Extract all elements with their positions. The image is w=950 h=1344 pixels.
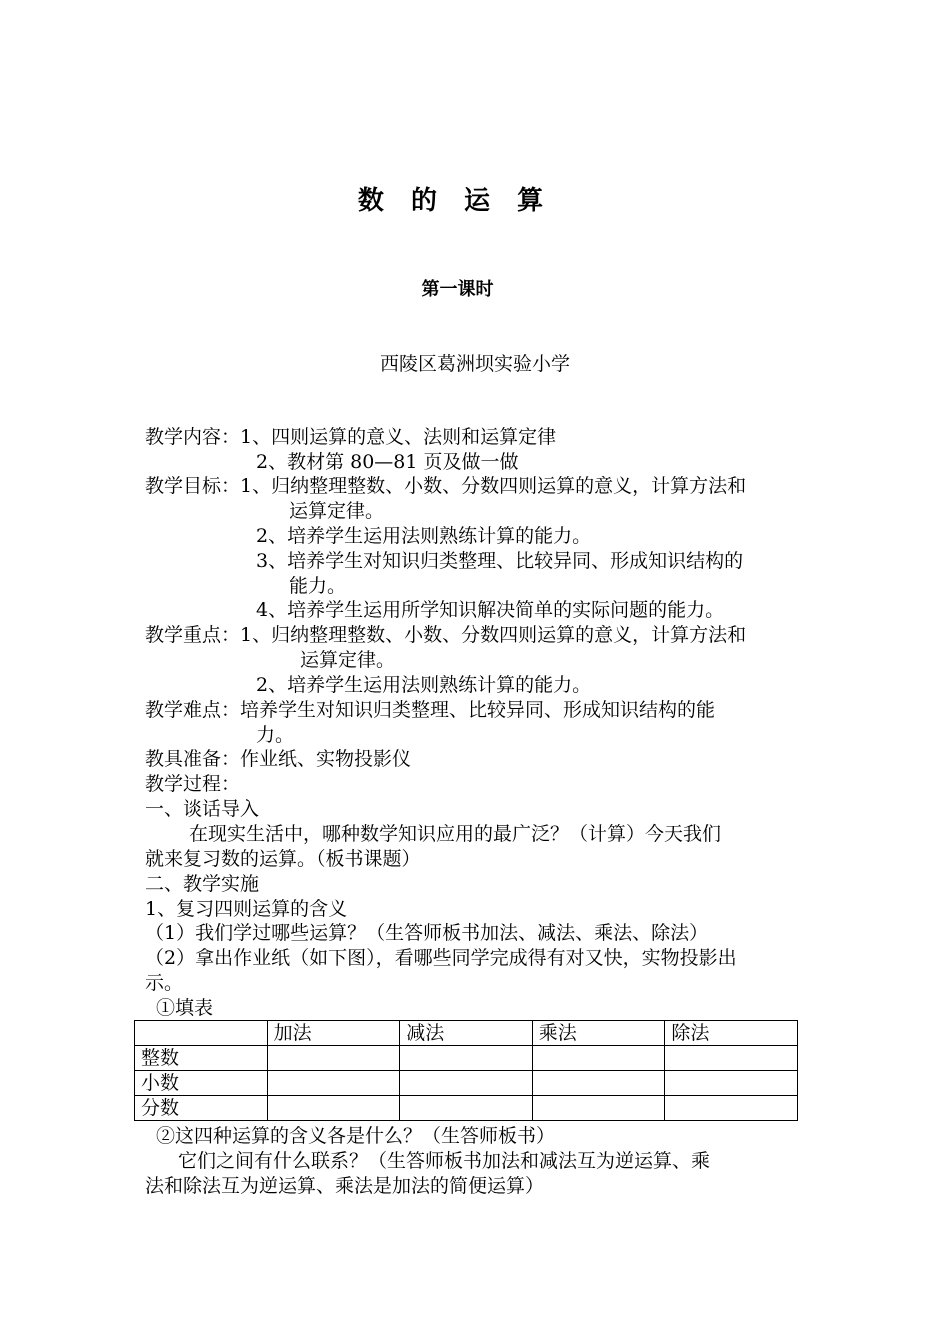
content-line-2: 2、教材第 80—81 页及做一做 xyxy=(256,451,519,473)
table-header-cell: 加法 xyxy=(267,1021,400,1046)
table-cell xyxy=(267,1071,400,1096)
content-line-1: 教学内容：1、四则运算的意义、法则和运算定律 xyxy=(145,426,557,448)
goal-line-2: 2、培养学生运用法则熟练计算的能力。 xyxy=(256,525,592,547)
item-1-heading: 1、复习四则运算的含义 xyxy=(145,898,348,920)
question-1: （1）我们学过哪些运算？（生答师板书加法、减法、乘法、除法） xyxy=(145,922,709,944)
goal-line-1-cont: 运算定律。 xyxy=(289,500,385,522)
table-cell xyxy=(400,1071,533,1096)
table-cell xyxy=(665,1046,798,1071)
page-title: 数 的 运 算 xyxy=(357,186,553,216)
difficulty-line: 教学难点：培养学生对知识归类整理、比较异同、形成知识结构的能 xyxy=(145,699,716,721)
section-2-heading: 二、教学实施 xyxy=(145,873,260,895)
question-4-cont: 法和除法互为逆运算、乘法是加法的简便运算） xyxy=(145,1175,545,1197)
table-cell xyxy=(532,1046,665,1071)
operations-table xyxy=(134,1020,798,1121)
table-row xyxy=(135,1071,798,1096)
tools-line: 教具准备：作业纸、实物投影仪 xyxy=(145,748,412,770)
section-1-heading: 一、谈话导入 xyxy=(145,798,260,820)
table-cell xyxy=(267,1046,400,1071)
table-cell xyxy=(267,1096,400,1121)
table-header-cell: 除法 xyxy=(665,1021,798,1046)
fill-table-label: ①填表 xyxy=(156,997,214,1019)
table-row-label: 分数 xyxy=(135,1096,268,1121)
table-cell xyxy=(532,1096,665,1121)
question-2-cont: 示。 xyxy=(145,972,184,994)
table-header-cell xyxy=(135,1021,268,1046)
intro-line-cont: 就来复习数的运算。（板书课题） xyxy=(145,848,421,870)
key-line-1-cont: 运算定律。 xyxy=(300,649,396,671)
process-heading: 教学过程： xyxy=(145,773,241,795)
table-header-row xyxy=(135,1021,798,1046)
difficulty-line-cont: 力。 xyxy=(256,724,295,746)
table-header-cell: 减法 xyxy=(400,1021,533,1046)
table-cell xyxy=(400,1096,533,1121)
table-cell xyxy=(532,1071,665,1096)
table-row xyxy=(135,1046,798,1071)
page-subtitle: 第一课时 xyxy=(421,279,494,300)
table-row-label: 小数 xyxy=(135,1071,268,1096)
goal-line-4: 4、培养学生运用所学知识解决简单的实际问题的能力。 xyxy=(256,599,725,621)
school-name: 西陵区葛洲坝实验小学 xyxy=(379,353,570,375)
table-header-cell: 乘法 xyxy=(532,1021,665,1046)
question-3: ②这四种运算的含义各是什么？（生答师板书） xyxy=(156,1125,556,1147)
question-2: （2）拿出作业纸（如下图），看哪些同学完成得有对又快，实物投影出 xyxy=(145,947,737,969)
table-cell xyxy=(665,1071,798,1096)
key-line-1: 教学重点：1、归纳整理整数、小数、分数四则运算的意义，计算方法和 xyxy=(145,624,747,646)
table-row xyxy=(135,1096,798,1121)
goal-line-1: 教学目标：1、归纳整理整数、小数、分数四则运算的意义，计算方法和 xyxy=(145,475,747,497)
table-cell xyxy=(400,1046,533,1071)
intro-line: 在现实生活中，哪种数学知识应用的最广泛？（计算）今天我们 xyxy=(189,823,722,845)
goal-line-3-cont: 能力。 xyxy=(289,575,347,597)
goal-line-3: 3、培养学生对知识归类整理、比较异同、形成知识结构的 xyxy=(256,550,744,572)
table-row-label: 整数 xyxy=(135,1046,268,1071)
key-line-2: 2、培养学生运用法则熟练计算的能力。 xyxy=(256,674,592,696)
question-4: 它们之间有什么联系？（生答师板书加法和减法互为逆运算、乘 xyxy=(178,1150,711,1172)
table-cell xyxy=(665,1096,798,1121)
